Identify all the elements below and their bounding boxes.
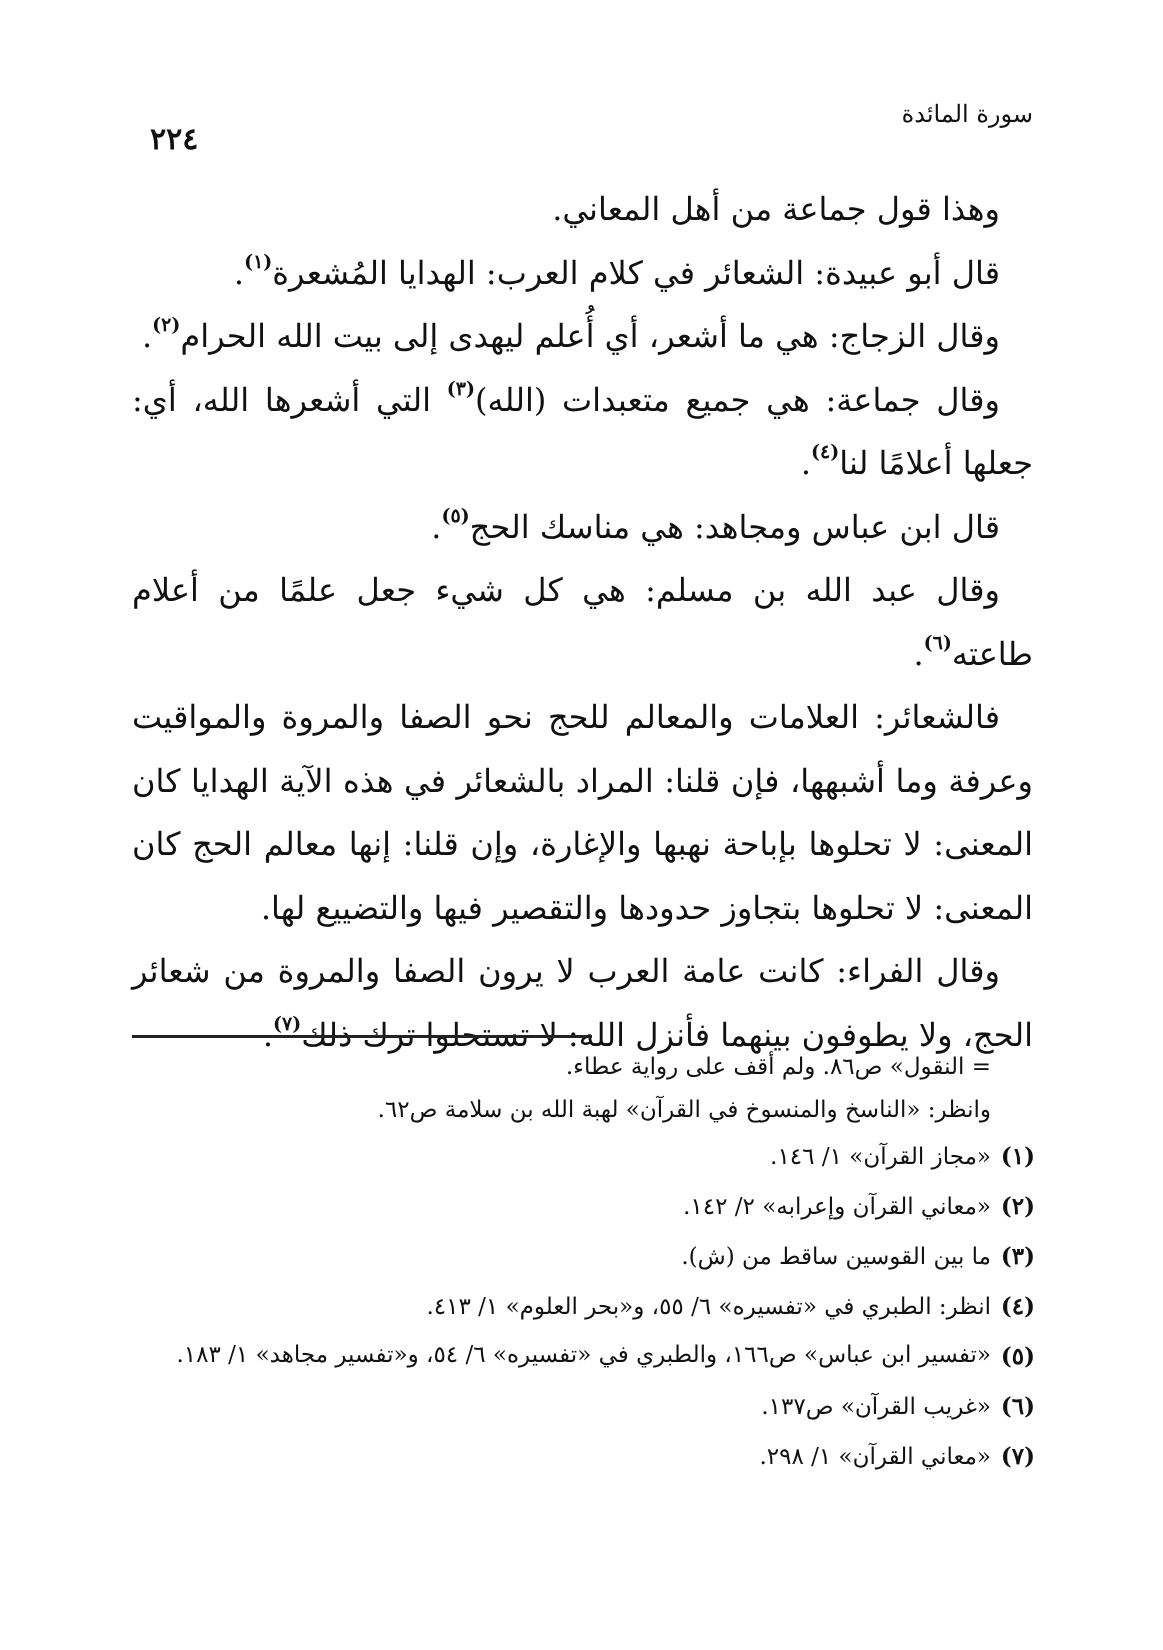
page-number: ٢٢٤ [150, 122, 199, 157]
footnote-divider [132, 1035, 592, 1038]
paragraph-text-continued: التي أشعرها الله، أي: جعلها أعلامًا لنا [132, 380, 1033, 482]
footnote-ref: (١) [244, 250, 273, 273]
footnote-ref: (٢) [152, 313, 181, 336]
footnote [118, 1182, 1035, 1232]
footnote-number: (١) [1000, 1143, 1035, 1170]
paragraph-text: وقال الزجاج: هي ما أشعر، أي أُعلم ليهدى إلى بيت الله الحرام [180, 317, 1000, 355]
paragraph-text: قال أبو عبيدة: الشعائر في كلام العرب: الهدايا المُشعرة [272, 253, 1000, 292]
footnote-text: «غريب القرآن» ص١٣٧. [761, 1394, 991, 1420]
footnote-text: «تفسير ابن عباس» ص١٦٦، والطبري في «تفسيره» ٦/ ٥٤، و«تفسير مجاهد» ١/ ١٨٣. [176, 1342, 991, 1368]
running-title: سورة المائدة [901, 100, 1033, 128]
paragraph [132, 686, 1033, 940]
paragraph-text: قال ابن عباس ومجاهد: هي مناسك الحج [469, 507, 1000, 546]
footnote-number: (٥) [1000, 1343, 1035, 1370]
page-header [150, 92, 1033, 162]
footnote-text: انظر: الطبري في «تفسيره» ٦/ ٥٥، و«بحر العلوم» ١/ ٤١٣. [426, 1294, 991, 1320]
paragraph-tail: . [233, 253, 245, 292]
main-text [132, 178, 1033, 1067]
footnote-continuation: وانظر: «الناسخ والمنسوخ في القرآن» لهبة الله بن سلامة ص٦٢. [377, 1097, 991, 1123]
footnote-ref: (٤) [811, 440, 840, 463]
footnote-continuation: = النقول» ص٨٦. ولم أقف على رواية عطاء. [565, 1054, 991, 1080]
footnotes [118, 1046, 1035, 1482]
footnote-ref: (٣) [446, 377, 475, 400]
paragraph [132, 496, 1033, 560]
footnote [118, 1232, 1035, 1282]
paragraph-text: وقال جماعة: هي جميع متعبدات (الله) [474, 380, 1001, 419]
paragraph [132, 559, 1033, 686]
footnote-ref: (٧) [273, 1012, 302, 1035]
paragraph-text: فالشعائر: العلامات والمعالم للحج نحو الصفا والمروة والمواقيت وعرفة وما أشبهها، فإن قلنا: المراد بالشعائر في هذه الآية الهدايا كان المعنى: لا تحلوها بإباحة نهبها والإغارة، وإن قلنا: إنها معالم الحج كان المعنى: لا تحلوها بتجاوز حدودها والتقصير فيها والتضييع لها. [132, 698, 1033, 927]
paragraph-tail: . [262, 1015, 274, 1054]
footnote-number: (٦) [1000, 1393, 1035, 1420]
paragraph-text: وقال الفراء: كانت عامة العرب لا يرون الصفا والمروة من شعائر الحج، ولا يطوفون بينهما فأنزل الله: لا تستحلوا ترك ذلك [132, 952, 1033, 1054]
paragraph [132, 305, 1033, 369]
footnote-number: (٤) [1000, 1293, 1035, 1320]
footnote-text: ما بين القوسين ساقط من (ش). [681, 1244, 991, 1270]
footnote-text: «معاني القرآن» ١/ ٢٩٨. [759, 1444, 991, 1470]
paragraph [132, 369, 1033, 496]
footnote-number: (٣) [1000, 1243, 1035, 1270]
footnote [118, 1382, 1035, 1432]
paragraph-tail: . [141, 317, 153, 355]
paragraph-tail: . [913, 634, 924, 673]
footnote-text: «مجاز القرآن» ١/ ١٤٦. [770, 1144, 991, 1170]
footnote-number: (٧) [1000, 1443, 1035, 1470]
footnote [118, 1432, 1035, 1482]
paragraph [132, 178, 1033, 242]
footnote [118, 1282, 1035, 1332]
paragraph-text: وهذا قول جماعة من أهل المعاني. [552, 190, 1000, 228]
footnote-text: «معاني القرآن وإعرابه» ٢/ ١٤٢. [683, 1194, 991, 1220]
footnote-ref: (٥) [441, 504, 470, 527]
paragraph-tail: . [431, 507, 442, 546]
footnote [118, 1332, 1035, 1382]
paragraph [132, 242, 1033, 306]
footnote [118, 1132, 1035, 1182]
footnote-ref: (٦) [923, 631, 952, 654]
paragraph-text: وقال عبد الله بن مسلم: هي كل شيء جعل علمًا من أعلام طاعته [132, 571, 1033, 673]
paragraph-tail: . [800, 444, 811, 482]
footnote-number: (٢) [1000, 1193, 1035, 1220]
